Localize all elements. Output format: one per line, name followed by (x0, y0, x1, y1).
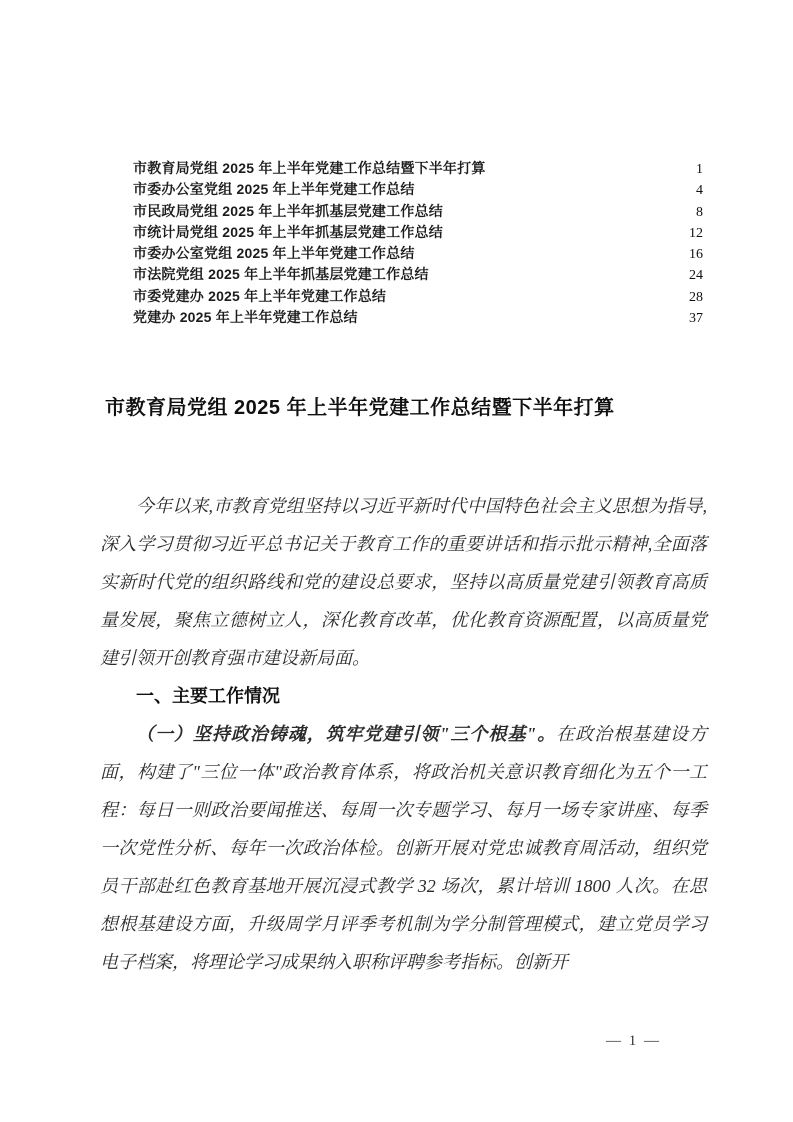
toc-entry-title: 市教育局党组 2025 年上半年党建工作总结暨下半年打算 (133, 160, 486, 176)
intro-paragraph: 今年以来,市教育党组坚持以习近平新时代中国特色社会主义思想为指导,深入学习贯彻习近平总书记关于教育工作的重要讲话和指示批示精神,全面落实新时代党的组织路线和党的建设总要求，坚持以高质量党建引领教育高质量发展，聚焦立德树立人，深化教育改革，优化教育资源配置，以高质量党建引领开创教育强市建设新局面。 (100, 496, 707, 668)
toc-entry-title: 市统计局党组 2025 年上半年抓基层党建工作总结 (133, 223, 443, 240)
toc-entry (133, 286, 703, 307)
document-title: 市教育局党组 2025 年上半年党建工作总结暨下半年打算 (105, 397, 615, 419)
toc-entry-page: 1 (696, 162, 703, 177)
toc-entry (133, 158, 703, 179)
toc-entry-title: 市委办公室党组 2025 年上半年党建工作总结 (133, 245, 415, 262)
toc-entry (133, 307, 703, 328)
table-of-contents (133, 158, 703, 328)
item1-body-text: 在政治根基建设方面，构建了"三位一体"政治教育体系，将政治机关意识教育细化为五个一工程：每日一则政治要闻推送、每周一次专题学习、每月一场专家讲座、每季一次党性分析、每年一次政治体检。创新开展对党忠诚教育周活动，组织党员干部赴红色教育基地开展沉浸式教学 32 场次，累计培训 1800 人次。在思想根基建设方面，升级周学月评季考机制为学分制管理模式，建立党员学习电子档案，将理论学习成果纳入职称评聘参考指标。创新开 (100, 724, 708, 972)
toc-entry (133, 201, 703, 222)
toc-entry-page: 12 (689, 225, 703, 241)
item1-paragraph (100, 715, 707, 981)
page-number: — 1 — (606, 1033, 661, 1049)
toc-entry (133, 179, 703, 200)
toc-entry-page: 4 (696, 183, 703, 199)
toc-entry (133, 222, 703, 243)
toc-entry-page: 8 (696, 204, 703, 220)
toc-entry-page: 24 (689, 268, 703, 284)
toc-entry-page: 37 (689, 311, 703, 327)
toc-entry (133, 264, 703, 285)
toc-entry-title: 党建办 2025 年上半年党建工作总结 (133, 309, 358, 326)
document-body (100, 487, 707, 981)
toc-entry-page: 28 (689, 289, 703, 305)
toc-entry-title: 市民政局党组 2025 年上半年抓基层党建工作总结 (133, 202, 443, 219)
toc-entry-page: 16 (689, 247, 703, 263)
toc-entry-title: 市委办公室党组 2025 年上半年党建工作总结 (133, 181, 415, 198)
section-heading-1: 一、主要工作情况 (136, 686, 280, 706)
item1-lead: （一）坚持政治铸魂，筑牢党建引领"三个根基"。 (136, 724, 557, 744)
toc-entry-title: 市委党建办 2025 年上半年党建工作总结 (133, 287, 387, 304)
toc-entry (133, 243, 703, 264)
toc-entry-title: 市法院党组 2025 年上半年抓基层党建工作总结 (133, 266, 429, 283)
